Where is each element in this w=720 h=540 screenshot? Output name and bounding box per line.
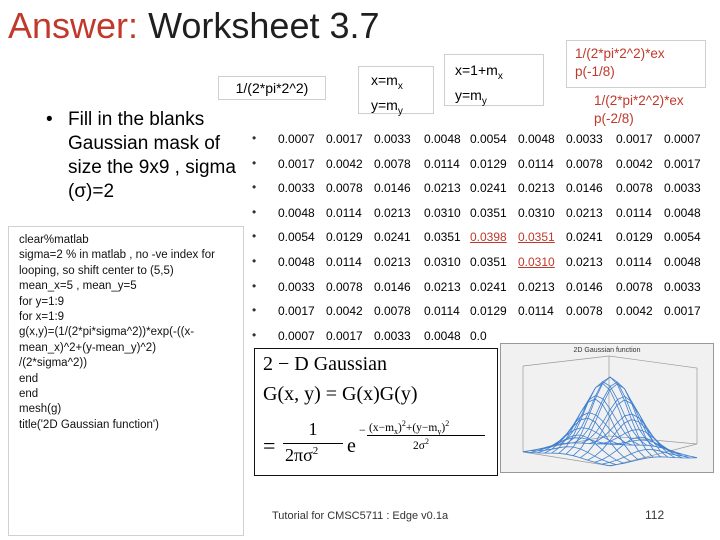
grid-row (246, 252, 720, 277)
grid-cell: 0.0351 (424, 230, 461, 245)
grid-row (246, 178, 720, 203)
matlab-code: clear%matlab sigma=2 % in matlab , no -ve index for looping, so shift center to (5,5) mean_x=5 , mean_y=5 for y=1:9 for x=1:9 g(x,y)=(1/(2*pi*sigma^2))*exp(-((x-mean_x)^2+(y-mean_y)^2) /(2*sigma^2)) end end mesh(g) title('2D Gaussian function') (8, 226, 244, 536)
formula-product: G(x, y) = G(x)G(y) (263, 383, 418, 405)
formula-fraction-bar (283, 443, 343, 444)
grid-cell: 0.0017 (326, 328, 363, 343)
grid-cell: 0.0241 (374, 230, 411, 245)
grid-row-bullet: • (252, 131, 257, 145)
grid-cell: 0.0042 (616, 304, 653, 319)
grid-cell: 0.0017 (326, 132, 363, 146)
grid-cell: 0.0017 (278, 156, 315, 171)
grid-row (246, 203, 720, 228)
grid-cell: 0.0129 (616, 230, 653, 245)
callout-offset (444, 54, 544, 106)
instruction-bullet (48, 108, 248, 204)
grid-cell: 0.0146 (566, 181, 603, 196)
title-worksheet: Worksheet 3.7 (148, 5, 380, 46)
grid-cell: 0.0048 (278, 254, 315, 269)
grid-cell: 0.0 (470, 328, 487, 343)
grid-cell: 0.0114 (424, 156, 460, 171)
grid-cell: 0.0054 (664, 230, 701, 245)
grid-cell: 0.0007 (278, 328, 315, 343)
grid-cell: 0.0017 (616, 132, 653, 146)
formula-numerator: 1 (308, 419, 318, 439)
callout-exp-2-8-text: 1/(2*pi*2^2)*ex p(-2/8) (594, 93, 684, 126)
grid-row-bullet: • (252, 327, 257, 342)
grid-cell: 0.0213 (374, 205, 411, 220)
grid-cell: 0.0351 (518, 230, 555, 245)
grid-row-bullet: • (252, 204, 257, 219)
grid-row-bullet: • (252, 303, 257, 318)
grid-cell: 0.0241 (470, 279, 507, 294)
grid-cell: 0.0351 (470, 205, 507, 220)
grid-cell: 0.0078 (326, 181, 363, 196)
grid-cell: 0.0054 (470, 132, 507, 146)
grid-cell: 0.0042 (326, 304, 363, 319)
formula-heading: 2 − D Gaussian (263, 353, 388, 375)
formula-exp-denominator: $2\sigma^2$ (413, 437, 429, 452)
grid-cell: 0.0114 (424, 304, 460, 319)
grid-cell: 0.0042 (616, 156, 653, 171)
grid-cell: 0.0017 (664, 304, 701, 319)
grid-cell: 0.0213 (424, 181, 461, 196)
grid-cell: 0.0310 (518, 205, 555, 220)
grid-cell: 0.0017 (278, 304, 315, 319)
grid-row (246, 277, 720, 302)
mesh-line (582, 396, 668, 457)
grid-cell: 0.0129 (326, 230, 363, 245)
grid-cell: 0.0078 (616, 181, 653, 196)
grid-cell: 0.0033 (664, 181, 701, 196)
grid-cell: 0.0033 (374, 132, 411, 146)
grid-cell: 0.0033 (278, 279, 315, 294)
grid-cell: 0.0213 (518, 279, 555, 294)
callout-offset-y: $y=m_y$ (455, 86, 487, 107)
grid-row (246, 227, 720, 252)
grid-cell: 0.0078 (374, 304, 411, 319)
grid-cell: 0.0048 (424, 328, 461, 343)
mesh-plot (500, 343, 714, 473)
title-answer: Answer: (8, 5, 139, 46)
mesh-surface (501, 344, 713, 472)
page-title (8, 4, 380, 48)
gaussian-mask-grid (246, 129, 720, 350)
grid-cell: 0.0310 (424, 254, 461, 269)
grid-row (246, 301, 720, 326)
grid-cell: 0.0033 (374, 328, 411, 343)
formula-exp-minus: − (359, 423, 366, 437)
bullet-dot: • (46, 109, 53, 130)
grid-cell: 0.0114 (518, 304, 554, 319)
grid-cell: 0.0007 (664, 132, 701, 146)
grid-cell: 0.0114 (518, 156, 554, 171)
grid-cell: 0.0351 (470, 254, 507, 269)
grid-cell: 0.0146 (374, 181, 411, 196)
callout-center-x: $x=m_x$ (371, 72, 403, 92)
grid-cell: 0.0129 (470, 304, 507, 319)
grid-cell: 0.0310 (518, 254, 555, 269)
footer-text: Tutorial for CMSC5711 : Edge v0.1a (272, 510, 449, 522)
callout-offset-x: $x=1+m_x$ (455, 62, 503, 82)
grid-row-bullet: • (252, 180, 257, 195)
formula-exp-bar (367, 435, 485, 436)
grid-cell: 0.0146 (374, 279, 411, 294)
grid-cell: 0.0213 (566, 254, 603, 269)
grid-cell: 0.0241 (566, 230, 603, 245)
grid-cell: 0.0042 (326, 156, 363, 171)
grid-cell: 0.0078 (566, 156, 603, 171)
callout-normalizer (218, 76, 326, 100)
formula-equals: = (263, 433, 276, 458)
grid-row (246, 154, 720, 179)
grid-cell: 0.0007 (278, 132, 315, 146)
grid-row-bullet: • (252, 155, 257, 170)
grid-cell: 0.0310 (424, 205, 461, 220)
grid-cell: 0.0114 (616, 205, 652, 220)
grid-cell: 0.0033 (278, 181, 315, 196)
grid-cell: 0.0048 (664, 205, 701, 220)
page-number: 112 (645, 508, 665, 522)
formula-exp-numerator: $(x-m_x)^2+(y-m_y)^2$ (369, 419, 450, 437)
grid-cell: 0.0213 (374, 254, 411, 269)
grid-cell: 0.0048 (278, 205, 315, 220)
callout-center-y: $y=m_y$ (371, 96, 403, 117)
callout-center (358, 66, 434, 117)
plot-title: 2D Gaussian function (573, 347, 641, 354)
grid-cell: 0.0078 (566, 304, 603, 319)
formula-exp-base: e (347, 435, 356, 457)
grid-cell: 0.0048 (664, 254, 701, 269)
grid-cell: 0.0129 (470, 156, 507, 171)
grid-cell: 0.0078 (616, 279, 653, 294)
formula-denominator: $2\pi\sigma^2$ (285, 445, 319, 465)
grid-cell: 0.0078 (374, 156, 411, 171)
grid-cell: 0.0054 (278, 230, 315, 245)
grid-row (246, 129, 720, 154)
grid-cell: 0.0213 (566, 205, 603, 220)
grid-cell: 0.0048 (518, 132, 555, 146)
callout-exp-2-8 (586, 90, 716, 130)
mesh-line (573, 384, 661, 456)
grid-row-bullet: • (252, 229, 257, 244)
grid-cell: 0.0114 (326, 254, 362, 269)
grid-cell: 0.0213 (424, 279, 461, 294)
grid-cell: 0.0114 (326, 205, 362, 220)
grid-cell: 0.0213 (518, 181, 555, 196)
grid-cell: 0.0078 (326, 279, 363, 294)
grid-cell: 0.0048 (424, 132, 461, 146)
grid-row-bullet: • (252, 278, 257, 293)
grid-cell: 0.0033 (664, 279, 701, 294)
callout-exp-1-8 (566, 40, 706, 88)
grid-cell: 0.0241 (470, 181, 507, 196)
grid-cell: 0.0017 (664, 156, 701, 171)
grid-cell: 0.0398 (470, 230, 507, 245)
grid-cell: 0.0146 (566, 279, 603, 294)
callout-exp-1-8-text: 1/(2*pi*2^2)*ex p(-1/8) (575, 46, 665, 79)
mesh-line (552, 399, 638, 460)
grid-cell: 0.0114 (616, 254, 652, 269)
instruction-text: Fill in the blanks Gaussian mask of size the 9x9 , sigma (σ)=2 (68, 109, 236, 202)
grid-cell: 0.0033 (566, 132, 603, 146)
gaussian-formula (254, 348, 498, 476)
mesh-line (580, 400, 668, 458)
grid-row-bullet: • (252, 253, 257, 268)
callout-normalizer-text: 1/(2*pi*2^2) (235, 80, 309, 96)
